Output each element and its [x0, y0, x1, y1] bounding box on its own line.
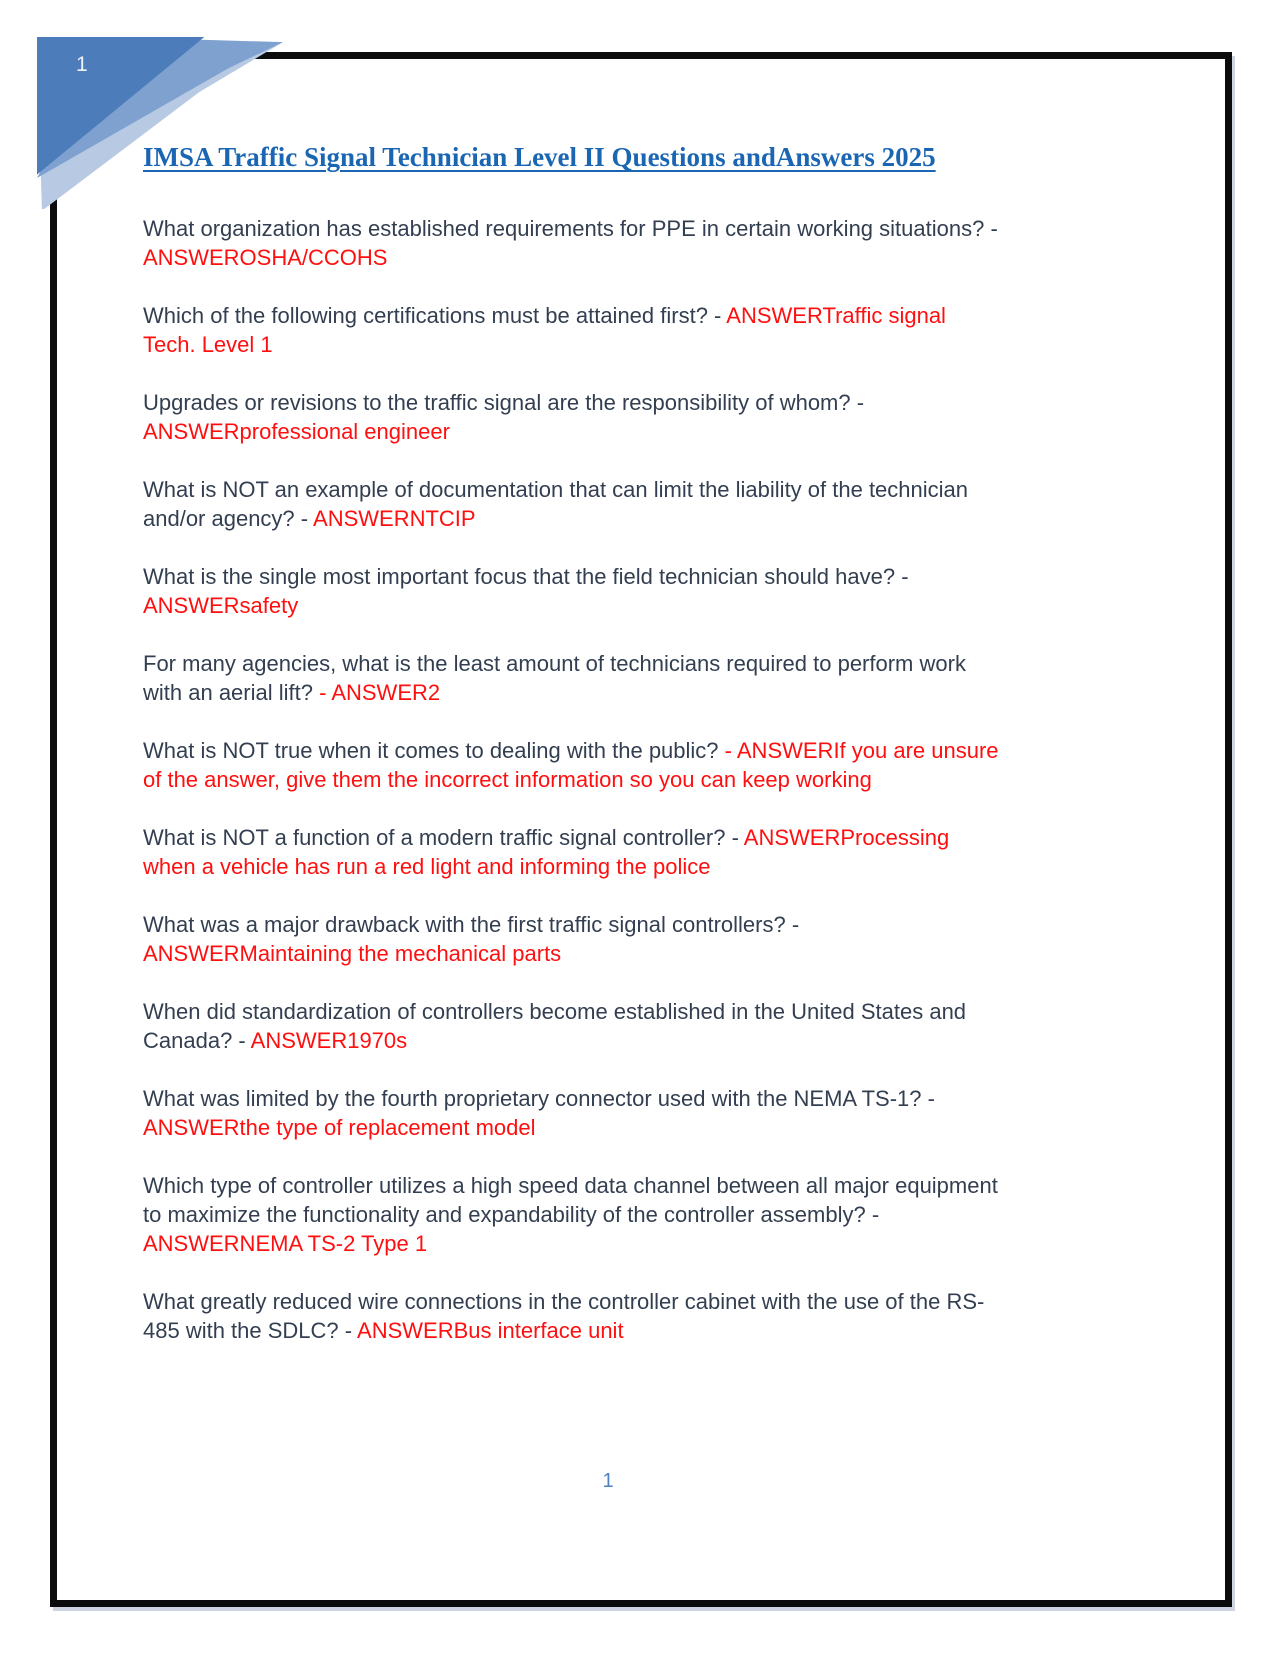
qa-line: [143, 736, 1083, 765]
qa-line: [143, 678, 1083, 707]
qa-paragraph: [143, 214, 1083, 272]
answer-text: ANSWERNTCIP: [313, 506, 476, 531]
qa-line: [143, 388, 1083, 417]
qa-line: [143, 1229, 1083, 1258]
qa-paragraph: [143, 997, 1083, 1055]
qa-paragraph: [143, 1084, 1083, 1142]
qa-line: [143, 562, 1083, 591]
question-text: What was limited by the fourth proprietary connector used with the NEMA TS-1? -: [143, 1086, 935, 1111]
document-body: [143, 141, 1083, 1374]
question-text: Which type of controller utilizes a high speed data channel between all major equipment: [143, 1173, 998, 1198]
answer-text: Tech. Level 1: [143, 332, 273, 357]
qa-line: [143, 852, 1083, 881]
question-text: What organization has established requirements for PPE in certain working situations? -: [143, 216, 998, 241]
qa-line: [143, 301, 1083, 330]
answer-text: - ANSWERIf you are unsure: [724, 738, 999, 763]
qa-line: [143, 417, 1083, 446]
question-text: Which of the following certifications must be attained first? -: [143, 303, 727, 328]
answer-text: ANSWERsafety: [143, 593, 299, 618]
answer-text: ANSWERthe type of replacement model: [143, 1115, 536, 1140]
qa-paragraph: [143, 1287, 1083, 1345]
answer-text: ANSWERBus interface unit: [357, 1318, 624, 1343]
qa-paragraph: [143, 736, 1083, 794]
document-title: IMSA Traffic Signal Technician Level II Questions andAnswers 2025: [143, 142, 936, 172]
question-text: For many agencies, what is the least amount of technicians required to perform work: [143, 651, 966, 676]
qa-paragraph: [143, 910, 1083, 968]
qa-line: [143, 1171, 1083, 1200]
qa-line: [143, 1200, 1083, 1229]
corner-decoration: [37, 37, 283, 209]
qa-line: [143, 475, 1083, 504]
answer-text: ANSWERMaintaining the mechanical parts: [143, 941, 562, 966]
qa-line: [143, 591, 1083, 620]
qa-paragraph: [143, 1171, 1083, 1258]
qa-paragraph: [143, 562, 1083, 620]
question-text: What is the single most important focus that the field technician should have? -: [143, 564, 909, 589]
answer-text: ANSWERprofessional engineer: [143, 419, 450, 444]
footer-page-number: 1: [602, 1470, 614, 1492]
question-text: Canada? -: [143, 1028, 251, 1053]
question-text: and/or agency? -: [143, 506, 314, 531]
qa-line: [143, 330, 1083, 359]
answer-text: of the answer, give them the incorrect information so you can keep working: [143, 767, 872, 792]
qa-line: [143, 939, 1083, 968]
qa-line: [143, 823, 1083, 852]
qa-line: [143, 243, 1083, 272]
question-text: What greatly reduced wire connections in the controller cabinet with the use of the RS-: [143, 1289, 985, 1314]
qa-line: [143, 765, 1083, 794]
answer-text: when a vehicle has run a red light and informing the police: [143, 854, 711, 879]
answer-text: ANSWEROSHA/CCOHS: [143, 245, 388, 270]
qa-paragraph: [143, 388, 1083, 446]
question-text: 485 with the SDLC? -: [143, 1318, 358, 1343]
question-text: What is NOT a function of a modern traffic signal controller? -: [143, 825, 744, 850]
qa-paragraph: [143, 823, 1083, 881]
question-text: What was a major drawback with the first traffic signal controllers? -: [143, 912, 800, 937]
answer-text: ANSWERProcessing: [743, 825, 950, 850]
question-text: What is NOT an example of documentation that can limit the liability of the technician: [143, 477, 969, 502]
qa-line: [143, 1287, 1083, 1316]
qa-line: [143, 1026, 1083, 1055]
qa-line: [143, 1316, 1083, 1345]
question-text: When did standardization of controllers become established in the United States and: [143, 999, 967, 1024]
question-text: with an aerial lift?: [143, 680, 320, 705]
corner-page-number: 1: [76, 53, 88, 76]
qa-line: [143, 504, 1083, 533]
answer-text: ANSWER1970s: [250, 1028, 408, 1053]
answer-text: - ANSWER2: [319, 680, 441, 705]
qa-list: [143, 214, 1083, 1345]
qa-line: [143, 1113, 1083, 1142]
question-text: to maximize the functionality and expandability of the controller assembly? -: [143, 1202, 880, 1227]
answer-text: ANSWERTraffic signal: [726, 303, 946, 328]
answer-text: ANSWERNEMA TS-2 Type 1: [143, 1231, 428, 1256]
qa-line: [143, 1084, 1083, 1113]
qa-line: [143, 649, 1083, 678]
qa-paragraph: [143, 301, 1083, 359]
question-text: Upgrades or revisions to the traffic signal are the responsibility of whom? -: [143, 390, 865, 415]
qa-line: [143, 910, 1083, 939]
qa-line: [143, 997, 1083, 1026]
qa-paragraph: [143, 649, 1083, 707]
question-text: What is NOT true when it comes to dealing with the public?: [143, 738, 725, 763]
qa-line: [143, 214, 1083, 243]
qa-paragraph: [143, 475, 1083, 533]
